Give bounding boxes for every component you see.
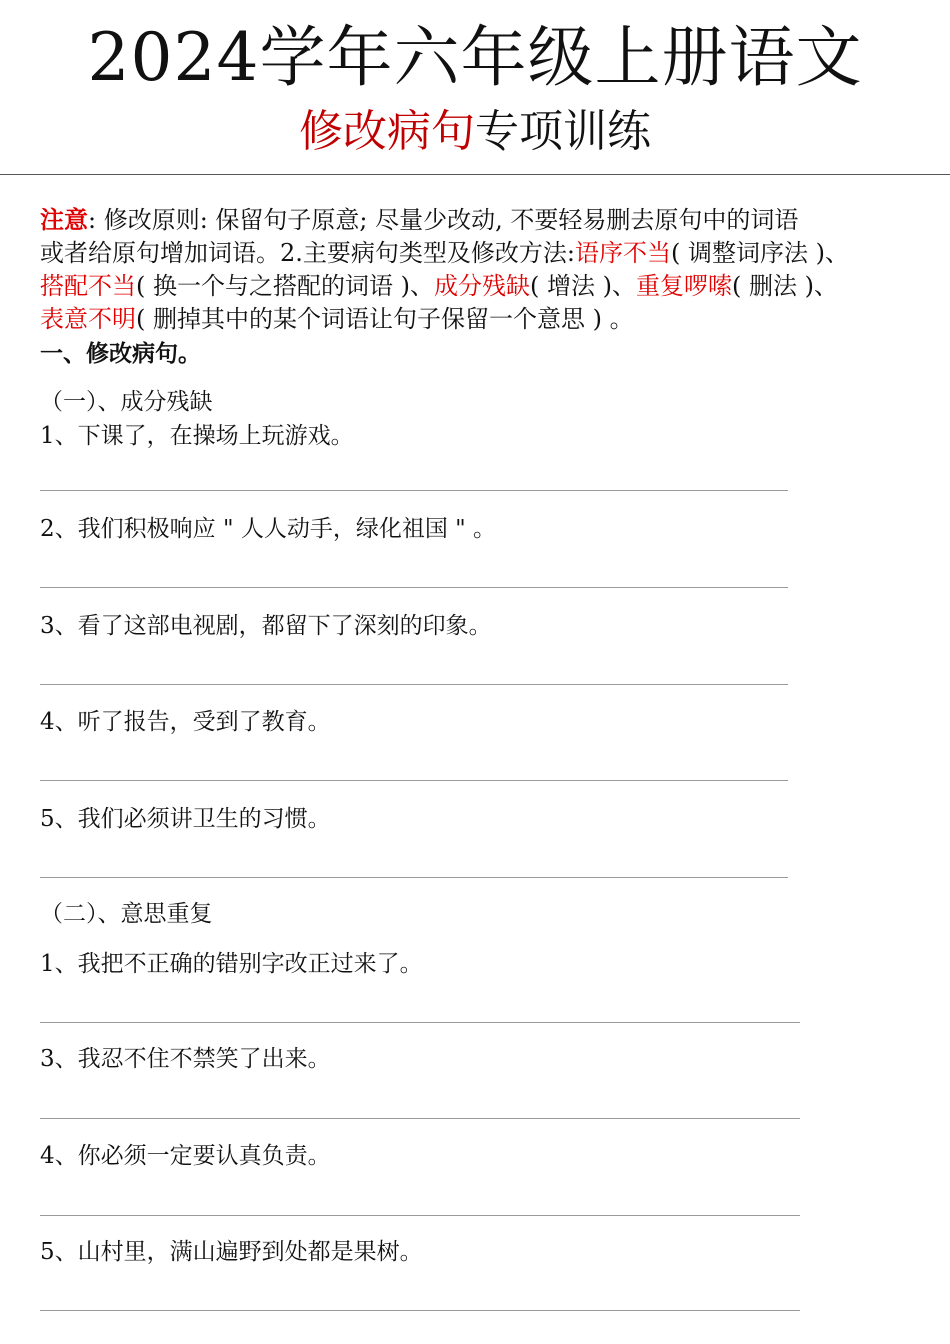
- error-type-ambiguous: 表意不明: [40, 305, 136, 333]
- error-type-collocation: 搭配不当: [40, 272, 136, 300]
- note-label: 注意: [40, 205, 88, 234]
- error-method-ambiguous: ( 删掉其中的某个词语让句子保留一个意思 ) 。: [136, 305, 634, 333]
- answer-line[interactable]: [40, 1022, 800, 1023]
- error-method-word-order: ( 调整词序法 )、: [670, 239, 849, 267]
- answer-line[interactable]: [40, 780, 788, 781]
- note-line-1: [40, 203, 915, 237]
- error-type-word-order: 语序不当: [574, 239, 671, 267]
- question-item: 3、看了这部电视剧，都留下了深刻的印象。: [40, 613, 492, 639]
- question-item: 1、我把不正确的错别字改正过来了。: [40, 951, 423, 977]
- subtitle-rest: 专项训练: [475, 106, 651, 157]
- answer-line[interactable]: [40, 684, 788, 685]
- answer-line[interactable]: [40, 587, 788, 588]
- question-item: 4、你必须一定要认真负责。: [40, 1143, 331, 1169]
- question-item: 5、我们必须讲卫生的习惯。: [40, 806, 331, 832]
- note-text-1: : 修改原则: 保留句子原意; 尽量少改动, 不要轻易删去原句中的词语: [88, 206, 799, 234]
- subtitle-accent: 修改病句: [299, 106, 475, 157]
- error-method-collocation: ( 换一个与之搭配的词语 )、: [136, 272, 434, 300]
- error-method-redundant: ( 删法 )、: [731, 272, 838, 300]
- question-item: 4、听了报告，受到了教育。: [40, 709, 331, 735]
- error-method-missing: ( 增法 )、: [529, 272, 636, 300]
- question-item: 1、下课了，在操场上玩游戏。: [40, 423, 354, 449]
- answer-line[interactable]: [40, 1310, 800, 1311]
- page-subtitle: [0, 104, 950, 160]
- header-divider: [0, 174, 950, 175]
- question-item: 5、山村里，满山遍野到处都是果树。: [40, 1239, 423, 1265]
- question-item: 3、我忍不住不禁笑了出来。: [40, 1046, 331, 1072]
- question-item: 2、我们积极响应 " 人人动手，绿化祖国 " 。: [40, 516, 497, 542]
- error-type-redundant: 重复啰嗦: [635, 272, 732, 300]
- note-text-2: 或者给原句增加词语。2.主要病句类型及修改方法:: [40, 239, 575, 267]
- section-title: 一、修改病句。: [40, 341, 201, 367]
- answer-line[interactable]: [40, 877, 788, 878]
- group-heading: （二）、意思重复: [40, 901, 213, 927]
- note-line-2: [40, 237, 915, 270]
- note-line-3: [40, 270, 915, 303]
- answer-line[interactable]: [40, 1118, 800, 1119]
- note-line-4: [40, 303, 915, 336]
- page-title: 2024学年六年级上册语文: [87, 19, 863, 96]
- answer-line[interactable]: [40, 490, 788, 491]
- instructions-note: [40, 203, 915, 336]
- error-type-missing: 成分残缺: [433, 272, 530, 300]
- answer-line[interactable]: [40, 1215, 800, 1216]
- group-heading: （一）、成分残缺: [40, 389, 213, 415]
